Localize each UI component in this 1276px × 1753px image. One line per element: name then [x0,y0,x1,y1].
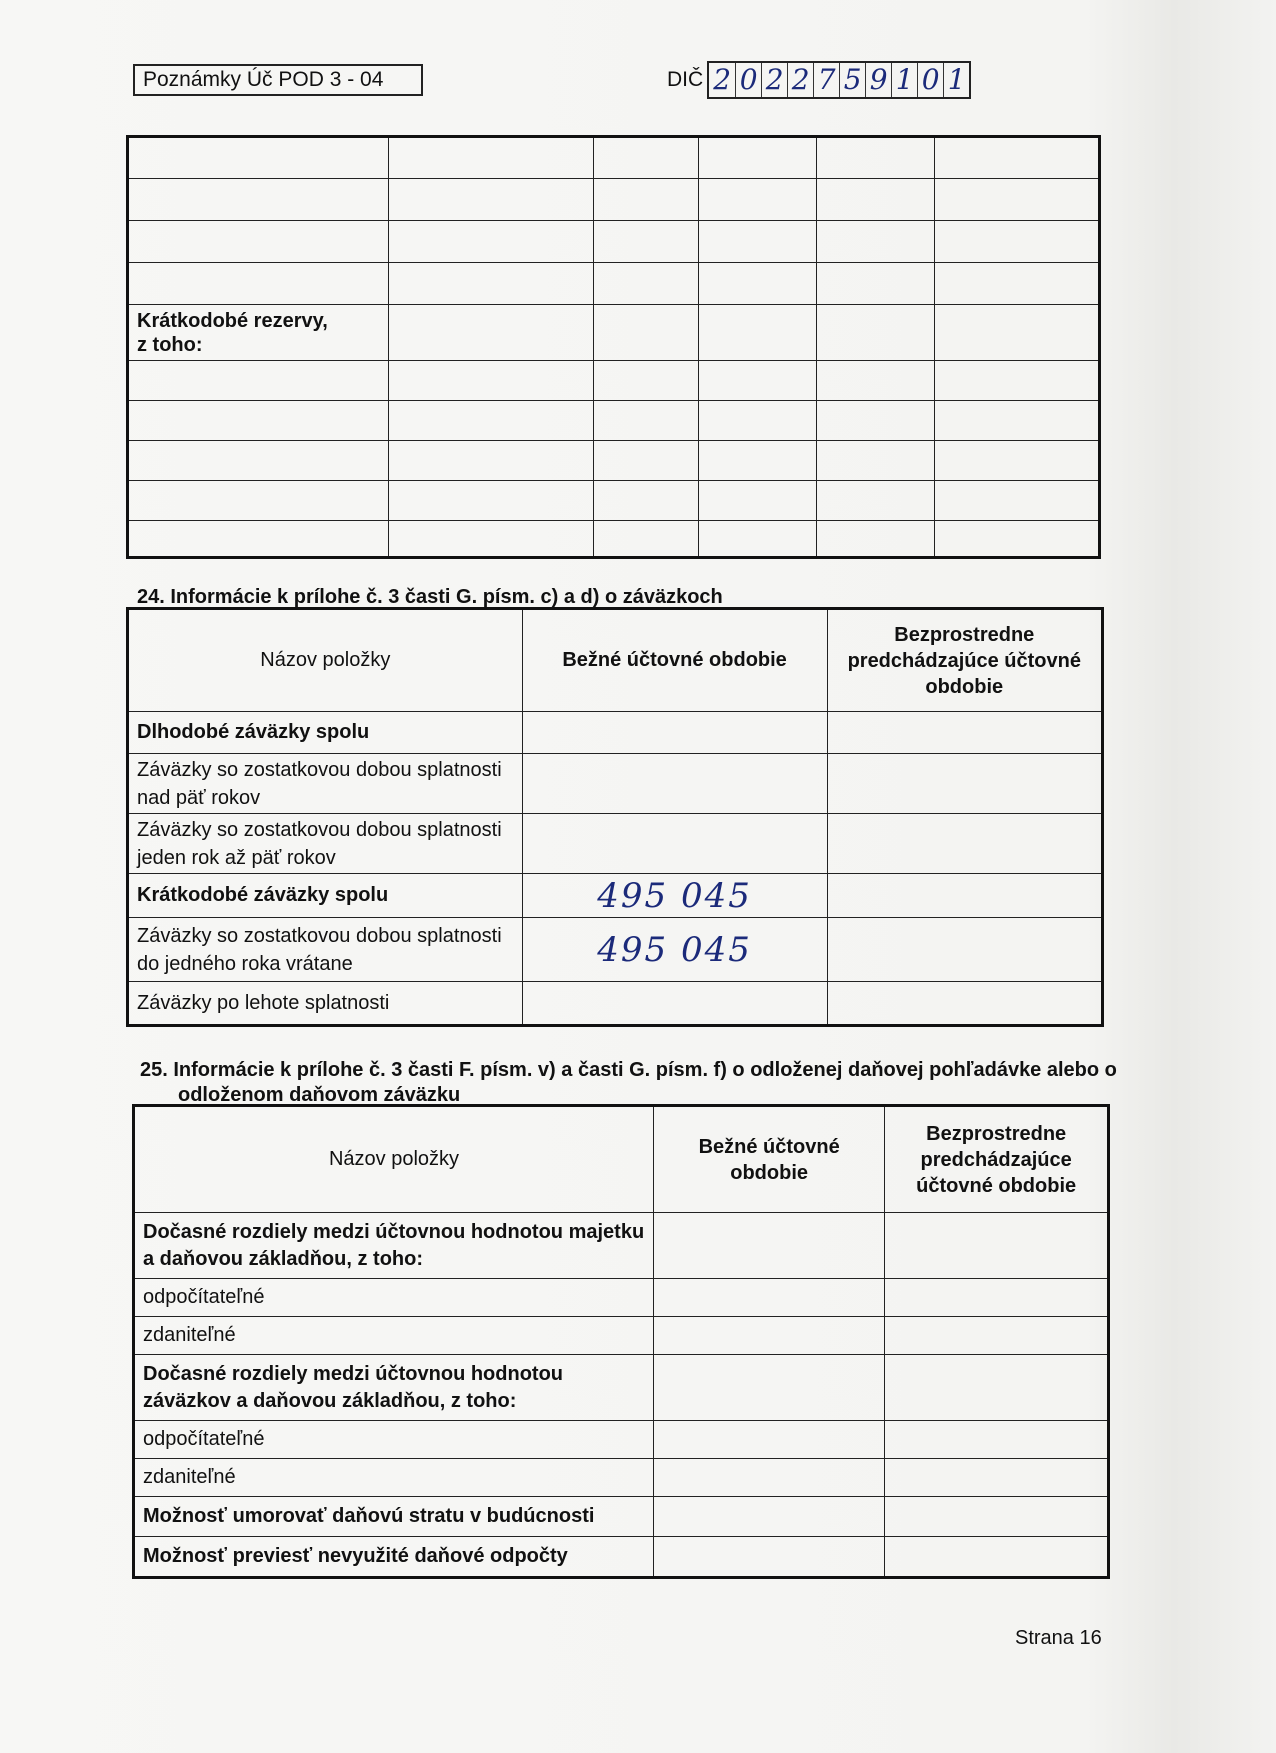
table-row [134,1279,1109,1317]
dic-label: DIČ [667,68,704,91]
row-label: Záväzky so zostatkovou dobou splatnosti jeden rok až päť rokov [128,814,523,874]
dic-boxes [707,61,971,99]
form-label: Poznámky Úč POD 3 - 04 [133,64,423,96]
col-header-previous: Bezprostredne predchádzajúce účtovné obdobie [885,1106,1109,1213]
dic-digit: 2 [713,63,732,96]
row-label: Záväzky so zostatkovou dobou splatnosti do jedného roka vrátane [128,918,523,982]
reserves-table [126,135,1101,559]
section-25-title-cont: odloženom daňovom záväzku [178,1084,461,1106]
dic-digit: 9 [865,63,891,97]
current-value [522,712,827,754]
dic-digit: 0 [917,63,943,97]
row-label: odpočítateľné [134,1421,654,1459]
row-label: Možnosť previesť nevyužité daňové odpočty [134,1537,654,1578]
table-row [128,814,1103,874]
table-row [134,1421,1109,1459]
row-label: Dlhodobé záväzky spolu [128,712,523,754]
dic-digit: 1 [891,63,917,97]
dic-digit: 5 [839,63,865,97]
previous-value [827,814,1102,874]
row-label: Dočasné rozdiely medzi účtovnou hodnotou majetku a daňovou základňou, z toho: [134,1213,654,1279]
liabilities-table [126,607,1104,1027]
table-row [128,441,1100,481]
previous-value [827,712,1102,754]
table-row [128,401,1100,441]
table-row [128,481,1100,521]
dic-digit: 7 [813,63,839,97]
col-header-name: Názov položky [134,1106,654,1213]
table-row [128,305,1100,361]
dic-digit: 1 [943,63,969,97]
table-row [128,754,1103,814]
table-row [128,982,1103,1026]
dic-digit: 2 [761,63,787,97]
row-label: Dočasné rozdiely medzi účtovnou hodnotou záväzkov a daňovou základňou, z toho: [134,1355,654,1421]
table-row [134,1213,1109,1279]
table-header-row [134,1106,1109,1213]
table-row [134,1317,1109,1355]
row-label: odpočítateľné [134,1279,654,1317]
row-label: Možnosť umorovať daňovú stratu v budúcnosti [134,1497,654,1537]
row-label: zdaniteľné [134,1317,654,1355]
current-value [522,814,827,874]
table-row [134,1537,1109,1578]
table-row [128,137,1100,179]
table-row [134,1497,1109,1537]
table-row [128,179,1100,221]
previous-value [827,918,1102,982]
previous-value [827,982,1102,1026]
table-row [134,1355,1109,1421]
table-row [134,1459,1109,1497]
col-header-name: Názov položky [128,609,523,712]
table-row [128,361,1100,401]
row-label: Krátkodobé záväzky spolu [128,874,523,918]
deferred-tax-table [132,1104,1110,1579]
col-header-current: Bežné účtovné obdobie [654,1106,885,1213]
row-label: Záväzky so zostatkovou dobou splatnosti nad päť rokov [128,754,523,814]
table-row [128,521,1100,558]
current-value [522,982,827,1026]
section-25-title: 25. Informácie k prílohe č. 3 časti F. písm. v) a časti G. písm. f) o odloženej daňovej pohľadávke alebo o [140,1059,1117,1081]
col-header-previous: Bezprostredne predchádzajúce účtovné obdobie [827,609,1102,712]
page-number: Strana 16 [1015,1627,1102,1649]
dic-digit: 0 [735,63,761,97]
current-value: 495 045 [522,918,827,982]
current-value: 495 045 [522,874,827,918]
dic-digit: 2 [787,63,813,97]
previous-value [827,754,1102,814]
row-label: zdaniteľné [134,1459,654,1497]
table-row [128,712,1103,754]
table-row [128,874,1103,918]
table-header-row [128,609,1103,712]
col-header-current: Bežné účtovné obdobie [522,609,827,712]
current-value [522,754,827,814]
table-row [128,263,1100,305]
row-label: Záväzky po lehote splatnosti [128,982,523,1026]
section-24-title: 24. Informácie k prílohe č. 3 časti G. písm. c) a d) o záväzkoch [137,586,723,608]
reserves-label: Krátkodobé rezervy, z toho: [128,305,389,361]
dic-field [667,62,971,98]
table-row [128,918,1103,982]
table-row [128,221,1100,263]
previous-value [827,874,1102,918]
